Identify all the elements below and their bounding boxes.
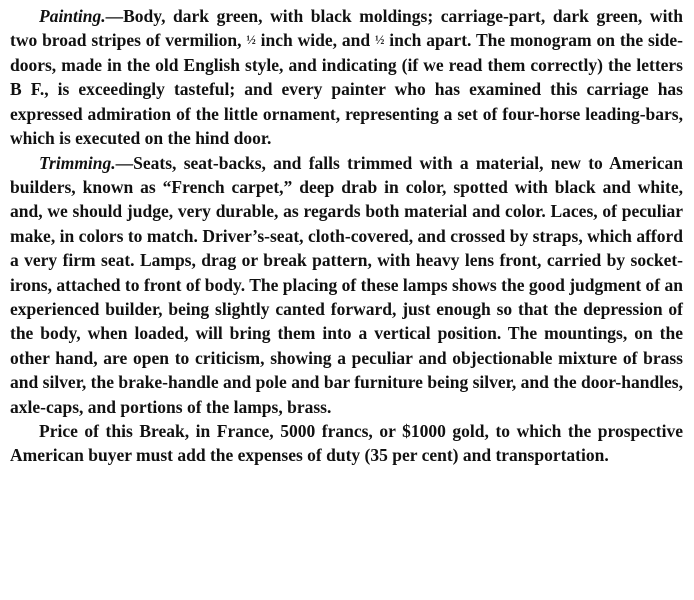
painting-text-1: —Body, dark green, with black moldings; carriage-part, dark green, with two broad stripes of vermilion, — [10, 6, 683, 51]
painting-heading: Painting. — [39, 6, 106, 26]
trimming-paragraph — [10, 151, 683, 419]
stripe-width-fraction: ½ — [246, 33, 256, 48]
price-paragraph — [10, 419, 683, 468]
painting-text-2: inch wide, and — [255, 30, 375, 51]
painting-paragraph — [10, 4, 683, 151]
stripe-spacing-fraction: ½ — [374, 33, 385, 48]
article-body — [10, 4, 683, 468]
price-text: Price of this Break, in France, 5000 francs, or $1000 gold, to which the prospective American buyer must add the expenses of duty (35 per cent) and transportation. — [10, 421, 683, 466]
trimming-text: —Seats, seat-backs, and falls trimmed with a material, new to American builders, known as “French carpet,” deep drab in color, spotted with black and white, and, we should judge, very durable, as regards both material and color. Laces, of peculiar make, in colors to match. Driver’s-seat, cloth-covered, and crossed by straps, which afford a very firm seat. Lamps, drag or break pattern, with heavy lens front, carried by socket-irons, attached to front of body. The placing of these lamps shows the good judgment of an experienced builder, being slightly canted forward, just enough so that the depression of the body, when loaded, will bring them into a vertical position. The mountings, on the other hand, are open to criticism, showing a peculiar and objectionable mixture of brass and silver, the brake-handle and pole and bar furniture being silver, and the door-handles, axle-caps, and portions of the lamps, brass. — [10, 152, 683, 417]
trimming-heading: Trimming. — [39, 152, 116, 173]
painting-text-3: inch apart. The monogram on the side-doors, made in the old English style, and indicating (if we read them correctly) the letters B F., is exceedingly tasteful; and every painter who has examined this carriage has expressed admiration of the little ornament, representing a set of four-horse leading-bars, which is executed on the hind door. — [10, 30, 683, 149]
